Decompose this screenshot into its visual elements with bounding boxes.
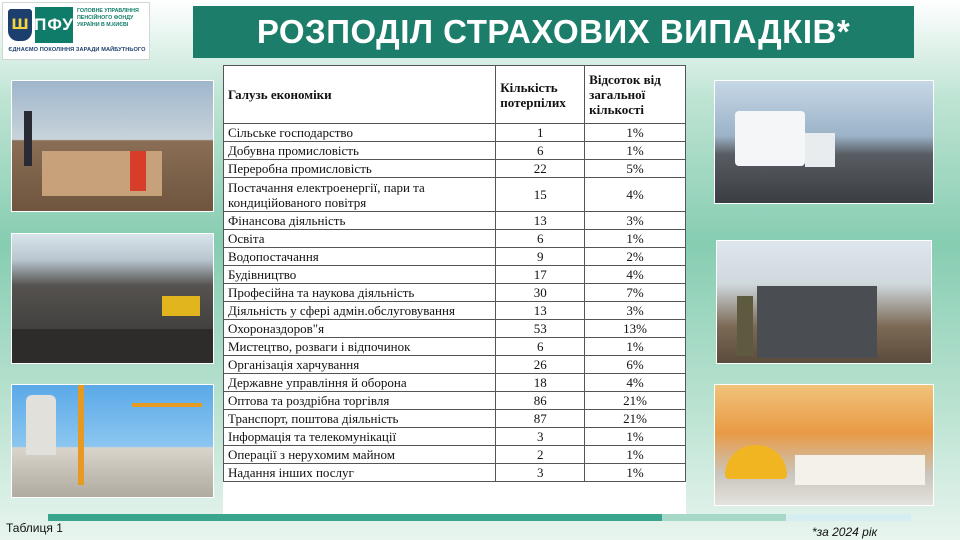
table-row bbox=[224, 160, 686, 178]
table-row bbox=[224, 392, 686, 410]
table-row bbox=[224, 230, 686, 248]
footer-bar-dark bbox=[48, 514, 662, 521]
cell-percent: 1% bbox=[585, 230, 686, 248]
table-row bbox=[224, 284, 686, 302]
cell-branch: Транспорт, поштова діяльність bbox=[224, 410, 496, 428]
cell-branch: Професійна та наукова діяльність bbox=[224, 284, 496, 302]
cell-count: 3 bbox=[496, 464, 585, 482]
cell-percent: 4% bbox=[585, 266, 686, 284]
table-row bbox=[224, 356, 686, 374]
cell-count: 87 bbox=[496, 410, 585, 428]
cell-count: 6 bbox=[496, 230, 585, 248]
table-row bbox=[224, 266, 686, 284]
cell-count: 53 bbox=[496, 320, 585, 338]
cell-branch: Надання інших послуг bbox=[224, 464, 496, 482]
cell-percent: 21% bbox=[585, 392, 686, 410]
injury-distribution-table bbox=[223, 65, 686, 515]
cell-branch: Державне управління й оборона bbox=[224, 374, 496, 392]
photo-construction-helmet bbox=[714, 384, 934, 506]
cell-count: 13 bbox=[496, 212, 585, 230]
header-percent: Відсоток від загальної кількості bbox=[585, 66, 686, 124]
table-row bbox=[224, 248, 686, 266]
data-table bbox=[223, 65, 686, 482]
cell-branch: Добувна промисловість bbox=[224, 142, 496, 160]
cell-count: 2 bbox=[496, 446, 585, 464]
cell-percent: 21% bbox=[585, 410, 686, 428]
cell-branch: Операції з нерухомим майном bbox=[224, 446, 496, 464]
cell-branch: Будівництво bbox=[224, 266, 496, 284]
cell-count: 22 bbox=[496, 160, 585, 178]
cell-percent: 3% bbox=[585, 302, 686, 320]
cell-count: 26 bbox=[496, 356, 585, 374]
cell-count: 86 bbox=[496, 392, 585, 410]
logo-slogan: ЄДНАЄМО ПОКОЛІННЯ ЗАРАДИ МАЙБУТНЬОГО bbox=[8, 47, 146, 53]
table-row bbox=[224, 410, 686, 428]
cell-percent: 4% bbox=[585, 178, 686, 212]
cell-percent: 2% bbox=[585, 248, 686, 266]
cell-branch: Охороназдоров"я bbox=[224, 320, 496, 338]
year-footnote: *за 2024 рік bbox=[812, 525, 878, 539]
cell-count: 15 bbox=[496, 178, 585, 212]
logo-abbreviation: ПФУ bbox=[35, 7, 73, 43]
footer-bar-light bbox=[786, 514, 911, 521]
cell-branch: Діяльність у сфері адмін.обслуговування bbox=[224, 302, 496, 320]
cell-percent: 1% bbox=[585, 338, 686, 356]
footer-bar-mid bbox=[662, 514, 786, 521]
cell-count: 17 bbox=[496, 266, 585, 284]
page-title: РОЗПОДІЛ СТРАХОВИХ ВИПАДКІВ* bbox=[256, 13, 851, 50]
table-row bbox=[224, 428, 686, 446]
cell-branch: Фінансова діяльність bbox=[224, 212, 496, 230]
header-count: Кількість потерпілих bbox=[496, 66, 585, 124]
cell-branch: Мистецтво, розваги і відпочинок bbox=[224, 338, 496, 356]
photo-stone-quarry bbox=[11, 233, 214, 364]
cell-branch: Організація харчування bbox=[224, 356, 496, 374]
photo-truck bbox=[714, 80, 934, 204]
photo-soldiers-fortification bbox=[716, 240, 932, 364]
table-label: Таблиця 1 bbox=[6, 521, 63, 535]
cell-percent: 1% bbox=[585, 142, 686, 160]
cell-branch: Постачання електроенергії, пари та кондиційованого повітря bbox=[224, 178, 496, 212]
pfu-logo bbox=[2, 2, 150, 60]
cell-percent: 1% bbox=[585, 428, 686, 446]
trident-emblem-icon: Ш bbox=[8, 9, 32, 41]
cell-branch: Освіта bbox=[224, 230, 496, 248]
cell-percent: 7% bbox=[585, 284, 686, 302]
table-row bbox=[224, 464, 686, 482]
cell-count: 13 bbox=[496, 302, 585, 320]
table-row bbox=[224, 338, 686, 356]
cell-percent: 13% bbox=[585, 320, 686, 338]
table-row bbox=[224, 374, 686, 392]
header-branch: Галузь економіки bbox=[224, 66, 496, 124]
cell-percent: 6% bbox=[585, 356, 686, 374]
cell-percent: 1% bbox=[585, 446, 686, 464]
cell-branch: Сільське господарство bbox=[224, 124, 496, 142]
table-row bbox=[224, 446, 686, 464]
photo-power-plant-cranes bbox=[11, 384, 214, 498]
table-row bbox=[224, 178, 686, 212]
cell-percent: 1% bbox=[585, 464, 686, 482]
cell-branch: Водопостачання bbox=[224, 248, 496, 266]
title-banner bbox=[193, 6, 914, 58]
table-row bbox=[224, 320, 686, 338]
cell-count: 6 bbox=[496, 142, 585, 160]
cell-percent: 1% bbox=[585, 124, 686, 142]
cell-percent: 3% bbox=[585, 212, 686, 230]
table-row bbox=[224, 124, 686, 142]
cell-count: 6 bbox=[496, 338, 585, 356]
cell-count: 30 bbox=[496, 284, 585, 302]
logo-org-name: ГОЛОВНЕ УПРАВЛІННЯ ПЕНСІЙНОГО ФОНДУ УКРАЇНИ В М.КИЄВІ bbox=[77, 8, 139, 28]
photo-agriculture-workers bbox=[11, 80, 214, 212]
cell-branch: Оптова та роздрібна торгівля bbox=[224, 392, 496, 410]
table-row bbox=[224, 142, 686, 160]
cell-count: 18 bbox=[496, 374, 585, 392]
cell-count: 1 bbox=[496, 124, 585, 142]
cell-count: 9 bbox=[496, 248, 585, 266]
cell-branch: Переробна промисловість bbox=[224, 160, 496, 178]
cell-branch: Інформація та телекомунікації bbox=[224, 428, 496, 446]
cell-percent: 5% bbox=[585, 160, 686, 178]
table-row bbox=[224, 212, 686, 230]
table-row bbox=[224, 302, 686, 320]
cell-count: 3 bbox=[496, 428, 585, 446]
cell-percent: 4% bbox=[585, 374, 686, 392]
table-header-row bbox=[224, 66, 686, 124]
